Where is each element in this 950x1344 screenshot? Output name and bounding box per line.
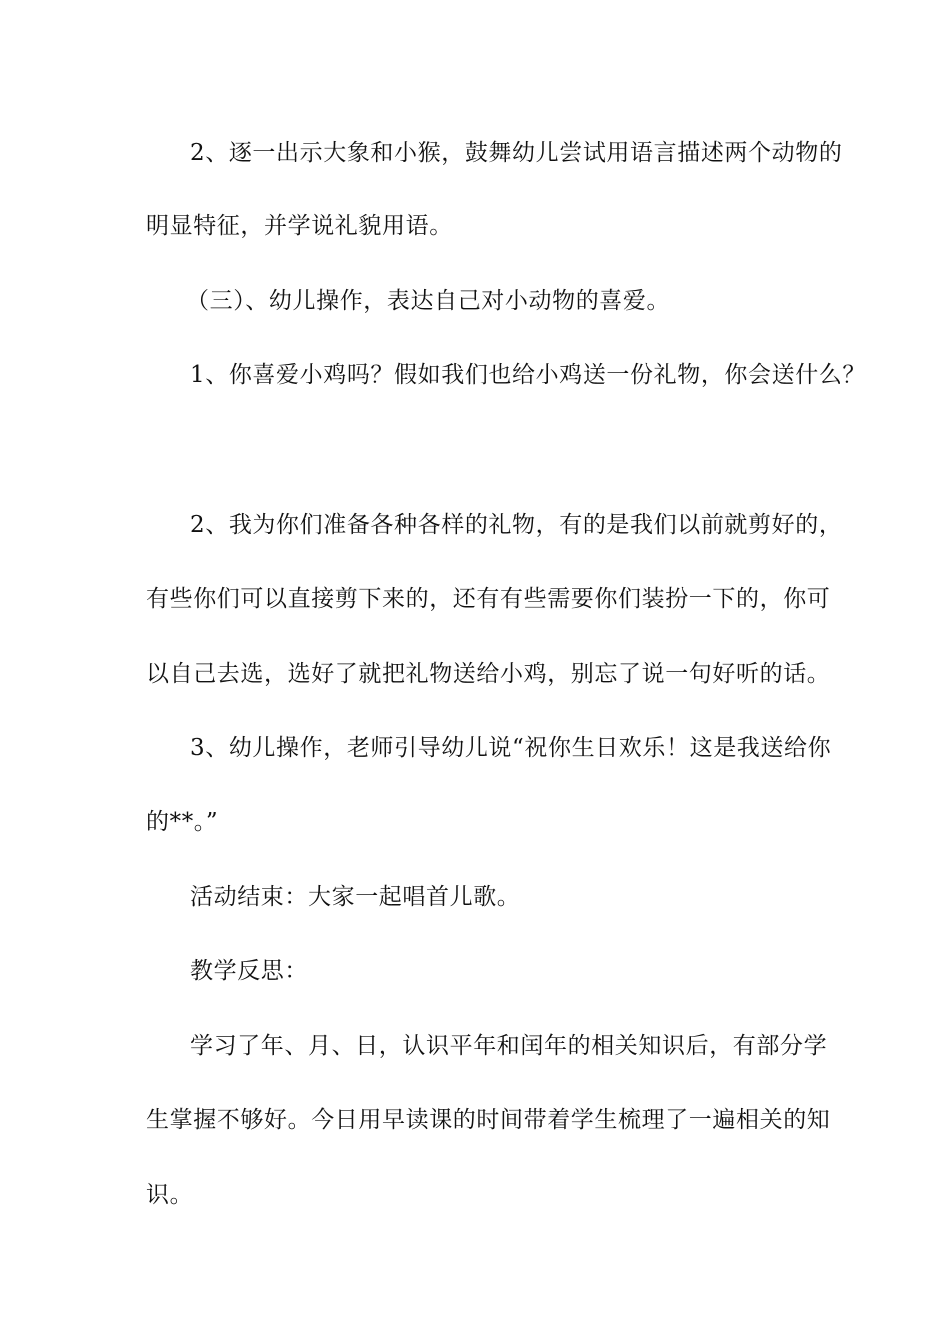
paragraph-line: 2、逐一出示大象和小猴，鼓舞幼儿尝试用语言描述两个动物的 [190, 140, 843, 166]
section-heading: 教学反思： [190, 958, 308, 984]
paragraph-line: 生掌握不够好。今日用早读课的时间带着学生梳理了一遍相关的知 [146, 1107, 831, 1133]
paragraph-line: 2、我为你们准备各种各样的礼物，有的是我们以前就剪好的， [190, 512, 843, 538]
paragraph-line: 学习了年、月、日，认识平年和闰年的相关知识后，有部分学 [190, 1033, 828, 1059]
paragraph-line: 活动结束：大家一起唱首儿歌。 [190, 884, 521, 910]
paragraph-line: 有些你们可以直接剪下来的，还有有些需要你们装扮一下的，你可 [146, 586, 831, 612]
section-heading: （三）、幼儿操作，表达自己对小动物的喜爱。 [186, 288, 671, 314]
paragraph-line: 1、你喜爱小鸡吗？假如我们也给小鸡送一份礼物，你会送什么？ [190, 362, 867, 388]
paragraph-line: 识。 [146, 1182, 194, 1208]
paragraph-line: 的**。” [146, 809, 219, 835]
paragraph-line: 明显特征，并学说礼貌用语。 [146, 213, 453, 239]
paragraph-line: 以自己去选，选好了就把礼物送给小鸡，别忘了说一句好听的话。 [146, 661, 831, 687]
paragraph-line: 3、幼儿操作，老师引导幼儿说“祝你生日欢乐！这是我送给你 [190, 735, 832, 761]
